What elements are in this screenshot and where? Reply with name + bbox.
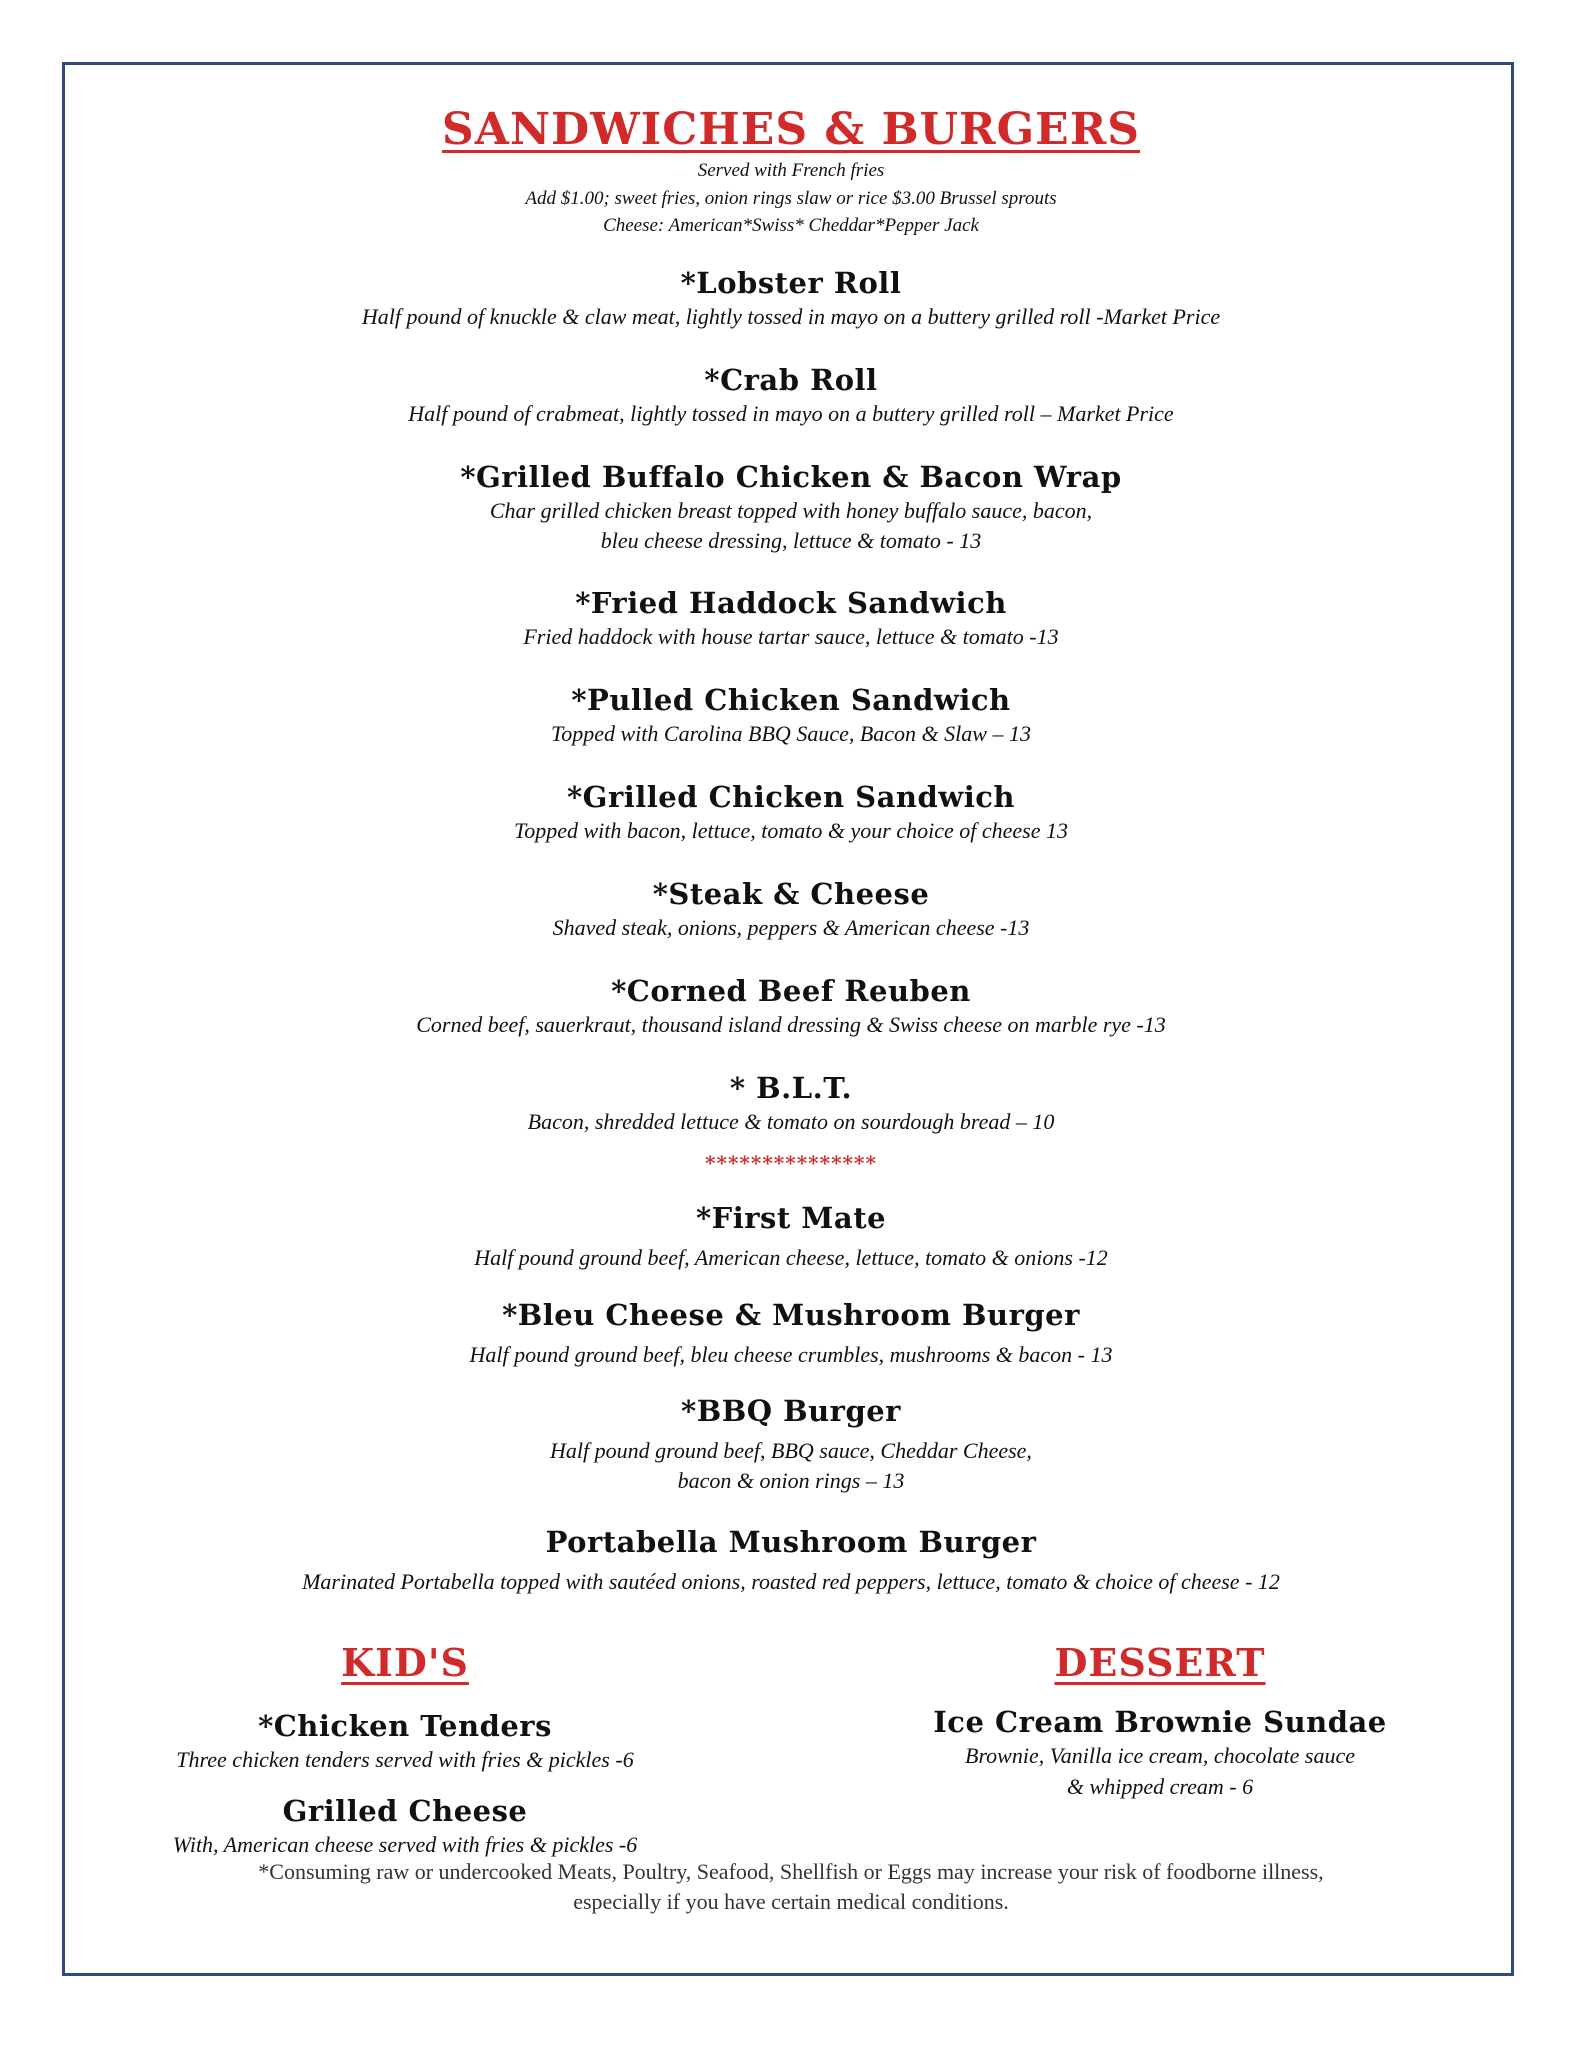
item-desc-lobster-roll: Half pound of knuckle & claw meat, lightly tossed in mayo on a buttery grilled roll -Market Price: [361, 304, 1221, 329]
item-desc-steak-cheese: Shaved steak, onions, peppers & American cheese -13: [552, 915, 1030, 940]
item-desc-first-mate: Half pound ground beef, American cheese, lettuce, tomato & onions -12: [474, 1245, 1108, 1270]
item-desc-buffalo-wrap: Char grilled chicken breast topped with honey buffalo sauce, bacon,: [489, 498, 1093, 523]
item-name-bbq-burger: *BBQ Burger: [681, 1394, 901, 1428]
item-name-grilled-chicken: *Grilled Chicken Sandwich: [567, 780, 1015, 814]
item-name-chicken-tenders: *Chicken Tenders: [258, 1709, 552, 1743]
item-desc-buffalo-wrap: bleu cheese dressing, lettuce & tomato - 13: [600, 528, 982, 553]
intro-line: Add $1.00; sweet fries, onion rings slaw or rice $3.00 Brussel sprouts: [525, 188, 1057, 209]
item-desc-bbq-burger: bacon & onion rings – 13: [677, 1468, 905, 1493]
item-name-grilled-cheese: Grilled Cheese: [282, 1794, 528, 1828]
item-desc-crab-roll: Half pound of crabmeat, lightly tossed in mayo on a buttery grilled roll – Market Price: [408, 401, 1174, 426]
item-name-fried-haddock: *Fried Haddock Sandwich: [575, 586, 1007, 620]
item-name-first-mate: *First Mate: [695, 1201, 887, 1235]
kids-section: [110, 1638, 700, 1860]
item-desc-grilled-chicken: Topped with bacon, lettuce, tomato & your choice of cheese 13: [514, 818, 1068, 843]
disclaimer: especially if you have certain medical conditions.: [573, 1889, 1009, 1914]
item-desc-bbq-burger: Half pound ground beef, BBQ sauce, Cheddar Cheese,: [550, 1438, 1032, 1463]
item-desc-brownie-sundae: & whipped cream - 6: [1066, 1774, 1254, 1799]
item-name-pulled-chicken: *Pulled Chicken Sandwich: [571, 683, 1011, 717]
intro-line: Served with French fries: [697, 160, 885, 181]
item-desc-fried-haddock: Fried haddock with house tartar sauce, lettuce & tomato -13: [523, 624, 1059, 649]
item-name-reuben: *Corned Beef Reuben: [611, 974, 971, 1008]
item-desc-blt: Bacon, shredded lettuce & tomato on sourdough bread – 10: [527, 1109, 1055, 1134]
item-desc-grilled-cheese: With, American cheese served with fries & pickles -6: [172, 1832, 638, 1857]
item-name-portabella: Portabella Mushroom Burger: [545, 1525, 1037, 1559]
item-name-lobster-roll: *Lobster Roll: [680, 266, 902, 300]
item-name-blt: * B.L.T.: [729, 1071, 853, 1105]
item-desc-bleu-burger: Half pound ground beef, bleu cheese crumbles, mushrooms & bacon - 13: [469, 1342, 1113, 1367]
separator: ***************: [705, 1151, 877, 1175]
item-name-brownie-sundae: Ice Cream Brownie Sundae: [933, 1705, 1387, 1739]
disclaimer: *Consuming raw or undercooked Meats, Poultry, Seafood, Shellfish or Eggs may increase your risk of foodborne illness,: [258, 1859, 1324, 1884]
section-title-dessert: DESSERT: [1054, 1640, 1266, 1685]
section-title-sandwiches: SANDWICHES & BURGERS: [441, 104, 1141, 155]
item-name-buffalo-wrap: *Grilled Buffalo Chicken & Bacon Wrap: [460, 460, 1122, 494]
intro-line: Cheese: American*Swiss* Cheddar*Pepper Jack: [603, 215, 979, 236]
item-desc-chicken-tenders: Three chicken tenders served with fries & pickles -6: [176, 1747, 634, 1772]
section-title-kids: KID'S: [341, 1640, 469, 1685]
item-name-bleu-burger: *Bleu Cheese & Mushroom Burger: [502, 1298, 1080, 1332]
item-desc-brownie-sundae: Brownie, Vanilla ice cream, chocolate sauce: [965, 1743, 1355, 1768]
dessert-section: [880, 1638, 1440, 1802]
item-desc-portabella: Marinated Portabella topped with sautéed onions, roasted red peppers, lettuce, tomato & choice of cheese - 12: [302, 1569, 1280, 1594]
item-name-steak-cheese: *Steak & Cheese: [652, 877, 930, 911]
item-name-crab-roll: *Crab Roll: [704, 363, 878, 397]
item-desc-pulled-chicken: Topped with Carolina BBQ Sauce, Bacon & Slaw – 13: [551, 721, 1031, 746]
item-desc-reuben: Corned beef, sauerkraut, thousand island dressing & Swiss cheese on marble rye -13: [416, 1012, 1166, 1037]
